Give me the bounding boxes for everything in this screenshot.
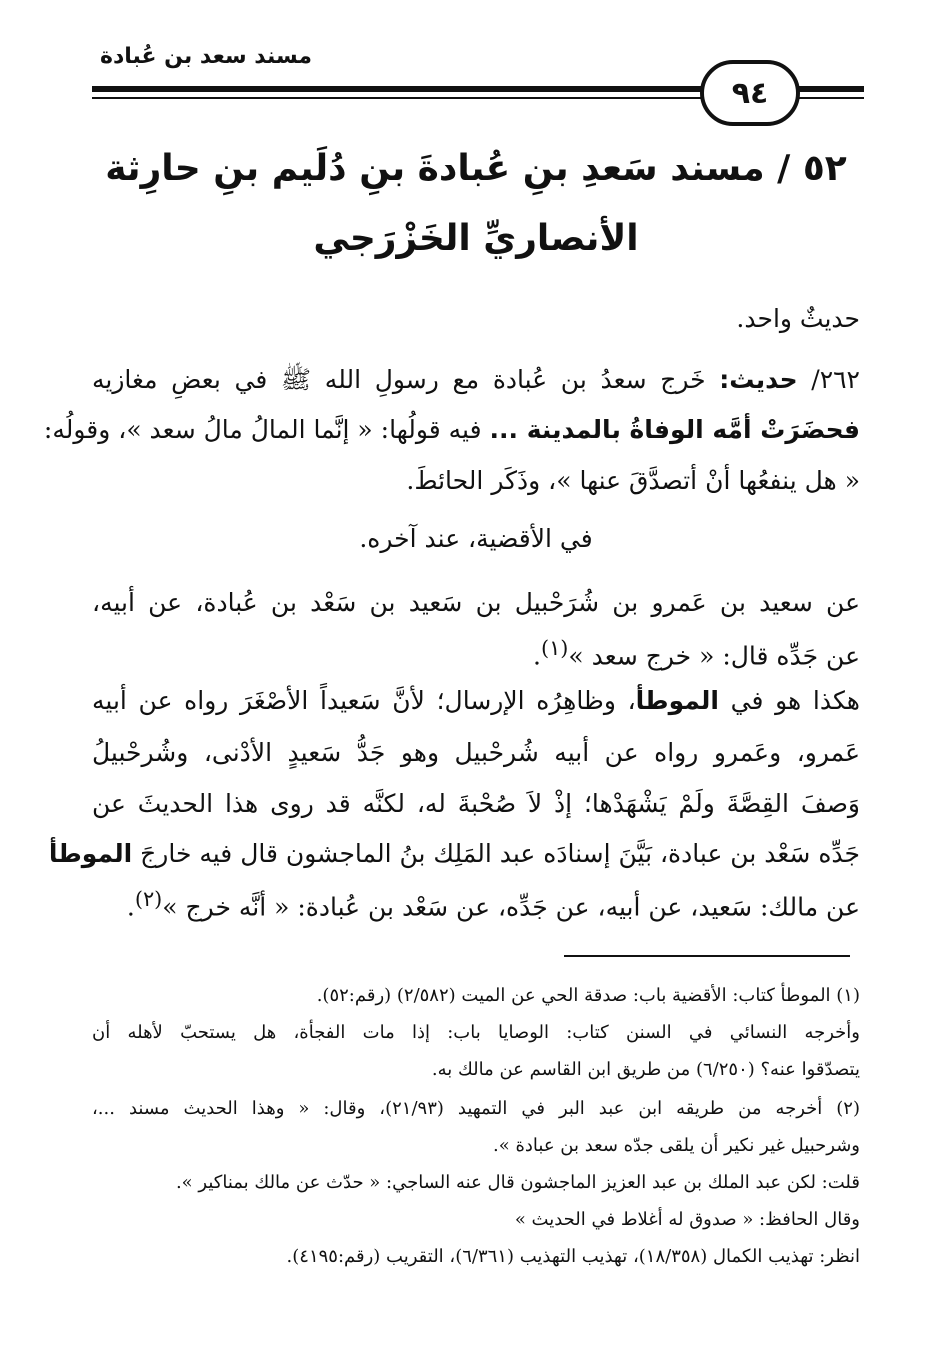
hadith-line-1	[92, 364, 860, 401]
page-number-badge: ٩٤	[700, 60, 800, 126]
comment-text-1a: هكذا هو في	[718, 686, 860, 715]
comment-line-2: عَمرو، وعَمرو رواه عن أبيه شُرحْبيل وهو جَدُّ سَعيدٍ الأدْنى، وشُرحْبيلُ	[92, 738, 860, 767]
footnote-ref-2: (٢)	[134, 887, 163, 911]
chapter-title-line1: ٥٢ / مسند سَعدِ بنِ عُبادةَ بنِ دُلَيم بنِ حارِثة	[105, 148, 847, 189]
footnote-1-line-1: (١) الموطأ كتاب: الأقضية باب: صدقة الحي عن الميت (٢/٥٨٢) (رقم:٥٢).	[316, 985, 860, 1006]
hadith-count-note: حديثٌ واحد.	[736, 304, 860, 333]
hadith-line-3: « هل ينفعُها أنْ أتصدَّقَ عنها »، وذَكَر الحائطَ.	[406, 466, 860, 495]
hadith-line-2	[43, 415, 860, 444]
muwatta-bold-1: الموطأ	[635, 686, 719, 715]
comment-text-4a: جَدِّه سَعْد بن عبادة، بَيَّنَ إسنادَه عبد المَلِك بنُ الماجشون قال فيه خارجَ	[132, 839, 860, 868]
footnote-2-line-5: انظر: تهذيب الكمال (١٨/٣٥٨)، تهذيب التهذيب (٦/٣٦١)، التقريب (رقم:٤١٩٥).	[286, 1246, 860, 1267]
footnote-separator	[564, 955, 850, 957]
muwatta-bold-2: الموطأ	[48, 839, 133, 868]
hadith-location: في الأقضية، عند آخره.	[359, 524, 593, 553]
running-head: مسند سعد بن عُبادة	[99, 44, 312, 69]
footnote-2-line-3: قلت: لكن عبد الملك بن عبد العزيز الماجشون قال عنه الساجي: « حدّث عن مالك بمناكير ».	[175, 1172, 860, 1193]
footnote-2-line-1: (٢) أخرجه من طريقه ابن عبد البر في التمهيد (٢١/٩٣)، وقال: « وهذا الحديث مسند ...،	[92, 1098, 860, 1119]
chapter-title-line2: الأنصاريِّ الخَزْرَجي	[313, 218, 639, 259]
comment-line-1	[92, 686, 860, 715]
comment-text-5: عن مالك: سَعيد، عن أبيه، عن جَدِّه، عن سَعْد بن عُبادة: « أنَّه خرج »	[162, 892, 860, 922]
isnad-line-2	[92, 636, 860, 670]
footnote-ref-1: (١)	[540, 636, 569, 660]
footnote-1-line-3: يتصدّقوا عنه؟ (٦/٢٥٠) من طريق ابن القاسم عن مالك به.	[431, 1059, 860, 1080]
isnad-line-1: عن سعيد بن عَمرو بن شُرَحْبيل بن سَعيد بن سَعْد بن عُبادة، عن أبيه،	[92, 588, 860, 617]
hadith-text-1: خَرج سعدُ بن عُبادة مع رسولِ الله ﷺ في بعضِ مغازيه	[92, 365, 720, 394]
isnad-end: .	[533, 641, 541, 671]
comment-line-3: وَصفَ القِصَّةَ ولَمْ يَشْهَدْها؛ إذْ لاَ صُحْبةَ له، لكنَّه قد روى هذا الحديثَ عن	[92, 789, 860, 818]
hadith-number: ٢٦٢/	[797, 365, 860, 394]
comment-text-1b: ، وظاهِرُه الإرسال؛ لأنَّ سَعيداً الأصْغَرَ رواه عن أبيه	[92, 686, 636, 715]
hadith-text-2b: فيه قولُها: « إنَّما المالُ مالُ سعد »، وقولُه:	[43, 415, 490, 444]
comment-end: .	[126, 892, 135, 922]
isnad-text: عن جَدِّه قال: « خرج سعد »	[568, 641, 860, 671]
hadith-label: حديث:	[719, 365, 798, 394]
footnote-2-line-2: وشرحبيل غير نكير أن يلقى جدّه سعد بن عبادة ».	[493, 1135, 860, 1156]
comment-line-4	[48, 839, 860, 868]
hadith-text-2a: فحضَرَتْ أمَّه الوفاةُ بالمدينة ...	[489, 415, 860, 444]
comment-line-5	[92, 887, 860, 921]
footnote-1-line-2: وأخرجه النسائي في السنن كتاب: الوصايا باب: إذا مات الفجأة، هل يستحبّ لأهله أن	[92, 1022, 860, 1043]
footnote-2-line-4: وقال الحافظ: « صدوق له أغلاط في الحديث »	[514, 1209, 860, 1230]
